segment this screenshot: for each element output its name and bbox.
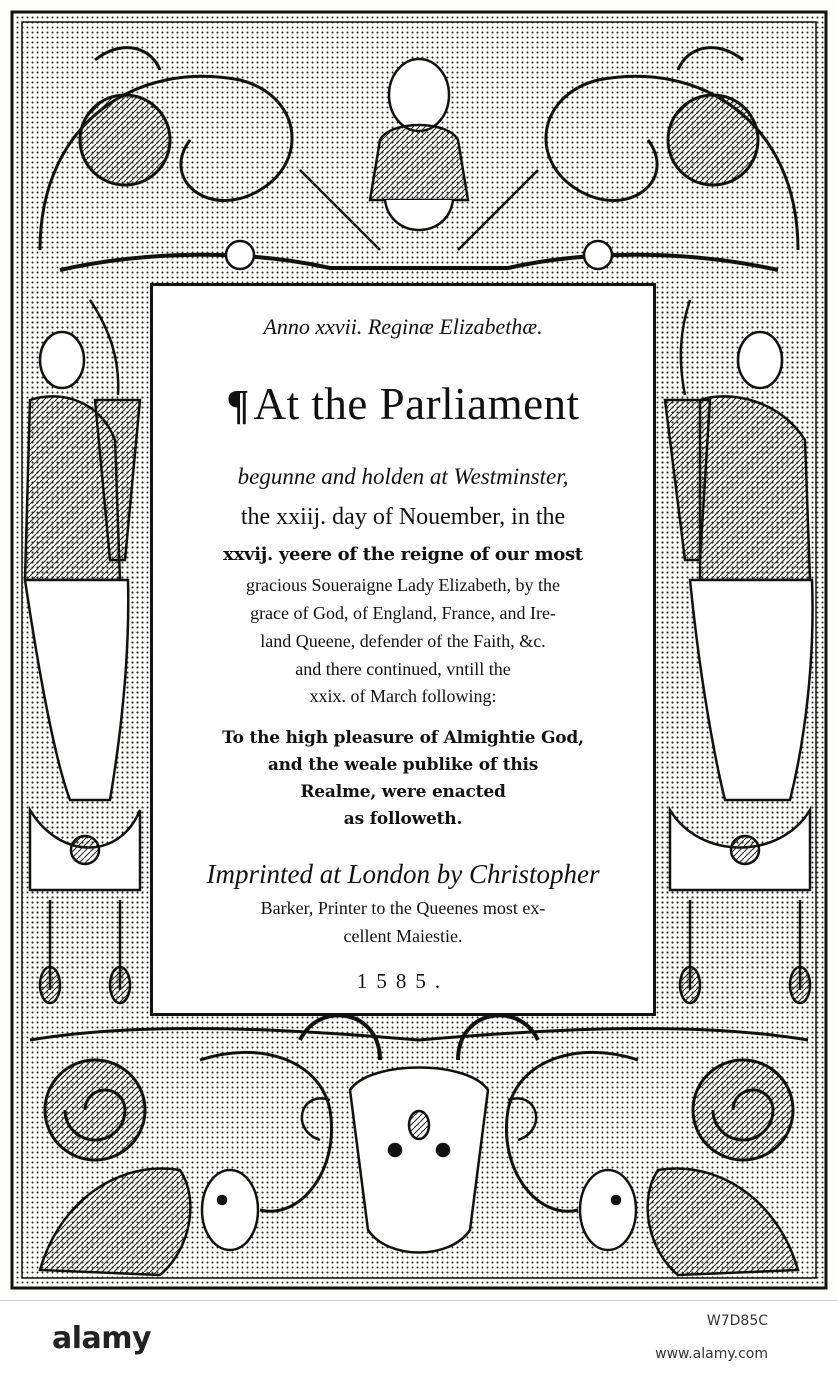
image-code: W7D85C — [706, 1313, 768, 1329]
day-line: the xxiij. day of Nouember, in the — [240, 504, 566, 530]
ireland-line: land Queene, defender of the Faith, &c. — [260, 631, 546, 651]
imprint-line: Imprinted at London by Christopher — [206, 859, 600, 889]
anno-line: Anno xxvii. Reginæ Elizabethæ. — [263, 314, 543, 339]
gracious-line: gracious Soueraigne Lady Elizabeth, by the — [246, 575, 560, 595]
blackletter-line: Realme, were enacted — [300, 782, 506, 802]
stock-footer — [0, 1300, 838, 1391]
site-url[interactable]: www.alamy.com — [655, 1346, 768, 1362]
grace-line: grace of God, of England, France, and Ire- — [250, 603, 556, 623]
march-line: xxix. of March following: — [309, 686, 497, 706]
blackletter-line: To the high pleasure of Almightie God, — [222, 728, 584, 748]
maiestie-line: cellent Maiestie. — [343, 926, 463, 946]
pilcrow-glyph: ¶ — [226, 383, 250, 429]
publication-year: 1585. — [356, 969, 450, 993]
blackletter-line: as followeth. — [343, 809, 463, 829]
continued-line: and there continued, vntill the — [295, 659, 511, 679]
blackletter-line: and the weale publike of this — [267, 755, 539, 775]
main-heading — [153, 378, 653, 430]
right-caryatid — [660, 290, 813, 1010]
brand-logo[interactable]: alamy — [52, 1321, 152, 1356]
title-panel — [150, 283, 656, 1016]
begunne-line: begunne and holden at Westminster, — [237, 464, 569, 489]
printer-line: Barker, Printer to the Queenes most ex- — [260, 898, 546, 918]
yeere-line: xxvij. yeere of the reigne of our most — [223, 544, 583, 565]
heading-text: At the Parliament — [253, 379, 580, 429]
left-caryatid — [25, 290, 145, 1010]
